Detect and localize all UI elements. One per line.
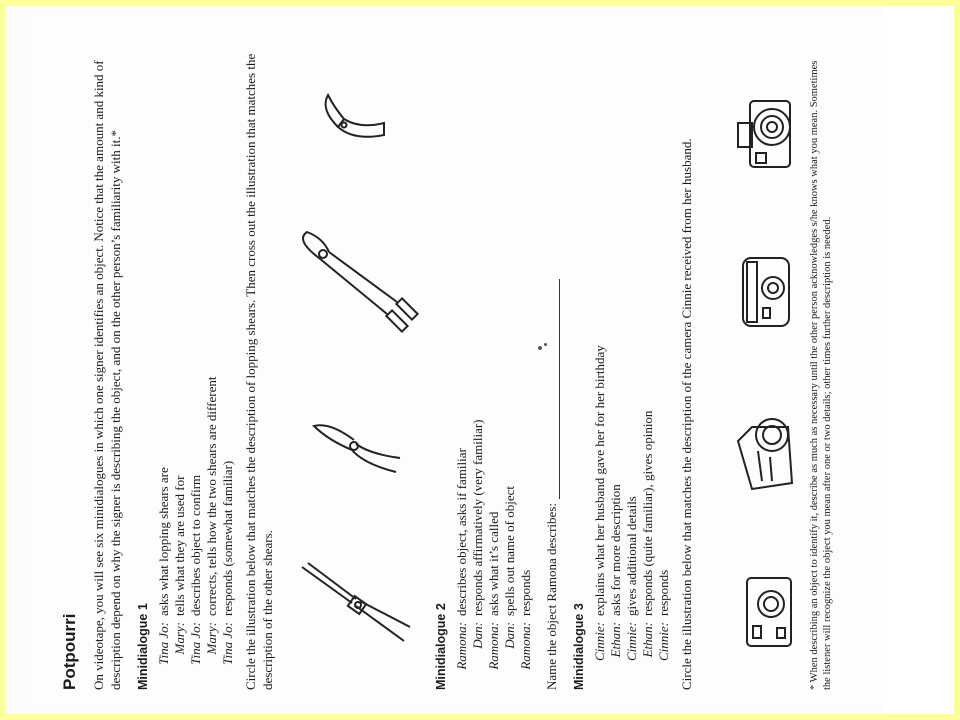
scanned-page (30, 10, 886, 710)
action: tells what they are used for (172, 475, 187, 616)
rotated-worksheet (30, 30, 886, 710)
minidialogue-1-instruction: Circle the illustration below that matches the description of lopping shears. Then cross out the illustration that matches the description of the other shears. (243, 53, 275, 690)
action: asks for more description (608, 484, 623, 616)
dialogue-line (204, 50, 220, 690)
page-title: Potpourri (60, 613, 79, 690)
action: responds affirmatively (very familiar) (470, 419, 485, 616)
action: responds (somewhat familiar) (220, 460, 235, 616)
speaker: Ethan: (640, 622, 655, 658)
dialogue-line (156, 50, 172, 690)
shears-illustrations (284, 50, 424, 690)
dialogue-line (454, 50, 470, 690)
dialogue-line (502, 50, 518, 690)
dialogue-line (624, 50, 640, 690)
minidialogue-3-heading: Minidialogue 3 (572, 603, 586, 690)
action: corrects, tells how the two shears are different (204, 376, 219, 616)
footnote: * When describing an object to identify it, describe as much as necessary until the other person acknowledges s/he knows what you mean. Sometimes the listener will recognize the object you mean after one or two details; other times further description is needed. (809, 60, 833, 690)
lopping-shears-illustration[interactable] (289, 226, 419, 336)
minidialogue-2-heading: Minidialogue 2 (434, 603, 448, 690)
dialogue-line (656, 50, 672, 690)
camcorder-illustration[interactable] (728, 408, 808, 498)
pocket-pruner-illustration[interactable] (314, 89, 394, 149)
action: responds (656, 569, 671, 616)
action: asks what lopping shears are (156, 467, 171, 616)
compact-camera-illustration[interactable] (733, 573, 803, 653)
hedge-shears-illustration[interactable] (294, 561, 414, 651)
speaker: Ramona: (518, 622, 533, 670)
action: asks what it’s called (486, 511, 501, 616)
speaker: Cinnie: (592, 622, 607, 661)
action: spells out name of object (502, 486, 517, 616)
answer-blank[interactable] (559, 279, 560, 499)
speaker: Ramona: (486, 622, 501, 670)
action: describes object, asks if familiar (454, 448, 469, 616)
page-margin (886, 6, 954, 714)
speaker: Tina Jo: (220, 622, 235, 665)
dialogue-line (220, 50, 236, 690)
speaker: Cinnie: (624, 622, 639, 661)
dialogue-line (486, 50, 502, 690)
dialogue-line (592, 50, 608, 690)
minidialogue-3-instruction: Circle the illustration below that matches the description of the camera Cinnie received from her husband. (679, 138, 694, 690)
speaker: Tina Jo: (188, 622, 203, 665)
minidialogue-1-heading: Minidialogue 1 (136, 603, 150, 690)
speaker: Mary: (204, 622, 219, 655)
speaker: Dan: (502, 622, 517, 649)
scan-speck (544, 343, 547, 346)
name-object-prompt (544, 50, 560, 690)
speaker: Dan: (470, 622, 485, 649)
name-object-label: Name the object Ramona describes: (544, 503, 559, 690)
action: responds (quite familiar), gives opinion (640, 410, 655, 616)
speaker: Cinnie: (656, 622, 671, 661)
hand-pruner-illustration[interactable] (304, 414, 404, 484)
action: gives additional details (624, 496, 639, 616)
slr-camera-illustration[interactable] (728, 88, 808, 178)
point-and-shoot-camera-illustration[interactable] (733, 253, 803, 333)
dialogue-line (640, 50, 656, 690)
speaker: Tina Jo: (156, 622, 171, 665)
dialogue-line (172, 50, 188, 690)
scan-speck (538, 346, 542, 350)
action: describes object to confirm (188, 474, 203, 616)
action: explains what her husband gave her for her birthday (592, 345, 607, 616)
dialogue-line (608, 50, 624, 690)
speaker: Ethan: (608, 622, 623, 658)
dialogue-line (188, 50, 204, 690)
dialogue-line (518, 50, 534, 690)
speaker: Mary: (172, 622, 187, 655)
speaker: Ramona: (454, 622, 469, 670)
action: responds (518, 569, 533, 616)
dialogue-line (470, 50, 486, 690)
intro-paragraph: On videotape, you will see six minidialogues in which one signer identifies an object. Notice that the amount and kind of description depend on why the signer is describing the object, and on the other person’s familiarity with it.* (91, 60, 123, 690)
